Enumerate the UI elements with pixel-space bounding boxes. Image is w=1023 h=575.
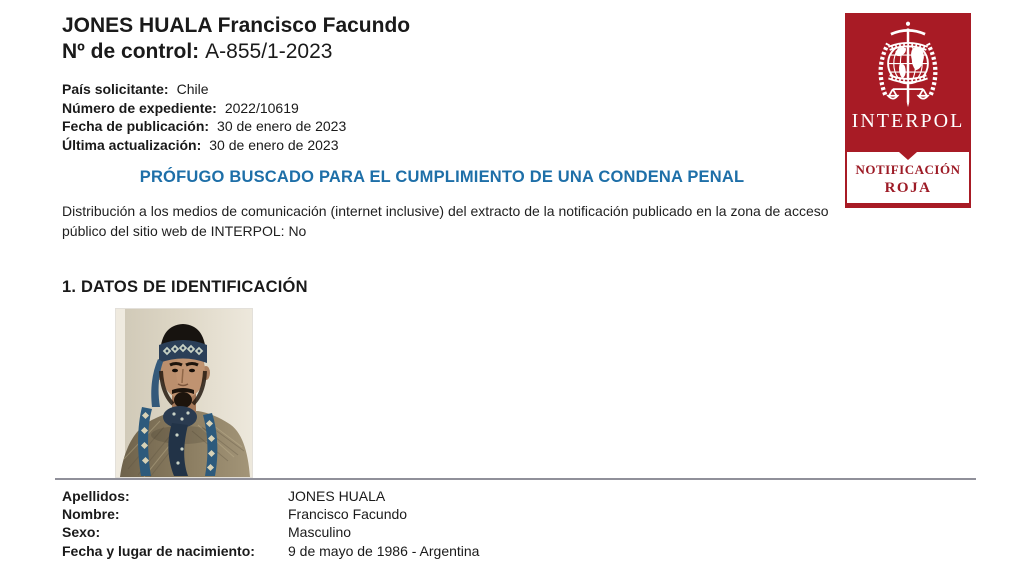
id-label: Apellidos: (62, 488, 130, 504)
meta-label: País solicitante: (62, 81, 169, 97)
id-label: Fecha y lugar de nacimiento: (62, 542, 255, 559)
page-title: JONES HUALA Francisco Facundo (62, 14, 411, 37)
id-value: 9 de mayo de 1986 - Argentina (288, 542, 480, 559)
control-number (62, 39, 332, 65)
badge-notch (899, 152, 917, 160)
badge-red-panel (845, 13, 971, 152)
meta-value: Chile (176, 81, 209, 97)
meta-value: 2022/10619 (224, 99, 299, 116)
wanted-person-photo (116, 309, 252, 477)
control-number-value: A-855/1-2023 (205, 40, 333, 63)
id-row-surname (62, 487, 479, 505)
id-value: Francisco Facundo (288, 506, 408, 523)
meta-row-publication-date (62, 117, 346, 136)
person-portrait-illustration (116, 309, 252, 477)
control-number-label: Nº de control: (62, 40, 200, 63)
identification-table (62, 487, 479, 560)
interpol-emblem-icon (870, 19, 946, 110)
section-title-identification: 1. DATOS DE IDENTIFICACIÓN (62, 278, 308, 296)
id-label: Sexo: (62, 524, 101, 541)
meta-row-requesting-country (62, 80, 346, 99)
id-label: Nombre: (62, 506, 120, 523)
id-value: JONES HUALA (288, 488, 386, 504)
badge-notice-type-panel (845, 152, 971, 208)
notice-type-line2: ROJA (884, 180, 932, 196)
section-divider (55, 478, 976, 480)
meta-label: Fecha de publicación: (62, 118, 210, 134)
notice-type-line1: NOTIFICACIÓN (855, 162, 961, 177)
meta-label: Número de expediente: (62, 99, 217, 116)
notice-meta (62, 80, 346, 154)
meta-row-file-number (62, 99, 346, 118)
meta-row-last-update (62, 136, 346, 155)
distribution-note: Distribución a los medios de comunicación (internet inclusive) del extracto de la notificación publicado en la zona de acceso público del sitio web de INTERPOL: No (62, 203, 829, 239)
id-row-sex (62, 523, 479, 541)
meta-label: Última actualización: (62, 136, 202, 153)
id-row-forename (62, 505, 479, 523)
meta-value: 30 de enero de 2023 (217, 118, 347, 134)
interpol-wordmark: INTERPOL (851, 110, 965, 132)
interpol-red-notice-badge (845, 13, 971, 208)
meta-value: 30 de enero de 2023 (209, 136, 339, 153)
id-value: Masculino (288, 524, 352, 541)
id-row-birth (62, 542, 479, 560)
wanted-reason-heading: PRÓFUGO BUSCADO PARA EL CUMPLIMIENTO DE UNA CONDENA PENAL (139, 168, 745, 186)
